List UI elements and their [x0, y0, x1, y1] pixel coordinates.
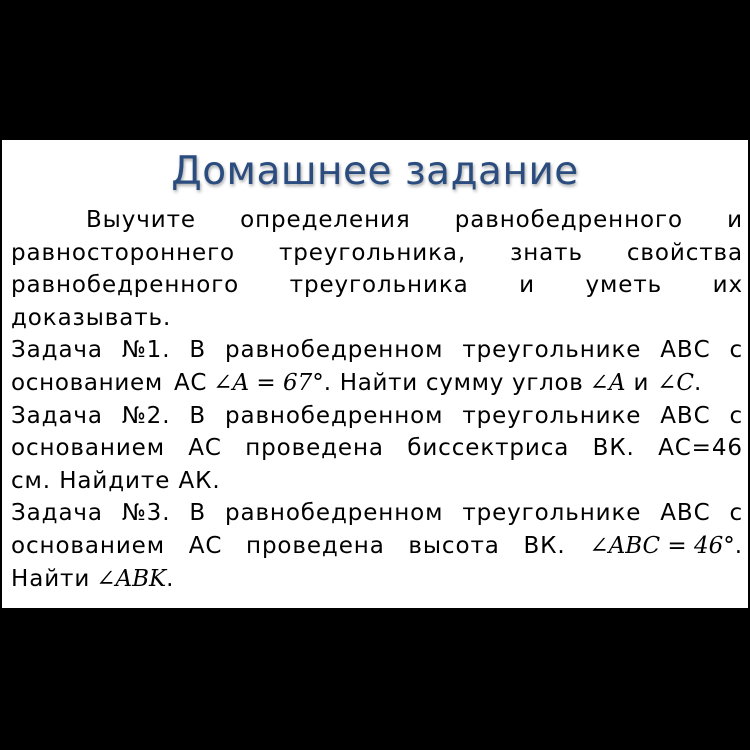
word: В	[189, 337, 207, 364]
word: проведена	[245, 435, 384, 462]
word: равностороннего	[11, 239, 236, 266]
intro-line-2	[11, 237, 743, 270]
word: АВС	[660, 500, 711, 527]
word: равнобедренном	[224, 402, 444, 429]
word: В	[189, 500, 207, 527]
task1-line-2	[11, 367, 743, 400]
word: Задача	[11, 500, 103, 527]
word: равнобедренного	[454, 207, 683, 233]
word: основанием	[11, 532, 165, 559]
slide	[2, 140, 748, 608]
math-angle-a-67: ∠A = 67°	[213, 369, 324, 396]
word: Задача	[11, 402, 103, 429]
word: их	[712, 272, 743, 299]
word: основанием	[11, 369, 163, 396]
intro-line-3	[11, 269, 743, 302]
word: .	[693, 369, 702, 396]
word: уметь	[585, 272, 663, 299]
math-group	[589, 530, 743, 563]
word: ВК.	[592, 435, 635, 462]
word: и	[633, 369, 650, 396]
word: основанием	[11, 435, 165, 462]
word: доказывать.	[11, 304, 172, 331]
word: равнобедренном	[224, 337, 444, 364]
task1-line-1	[11, 334, 743, 367]
word: свойства	[626, 239, 743, 266]
word: АВС	[660, 402, 711, 429]
word: биссектриса	[407, 435, 570, 462]
intro-line-1	[11, 204, 743, 237]
word: .	[734, 532, 743, 559]
task2-line-2	[11, 432, 743, 465]
word: равнобедренном	[224, 500, 444, 527]
math-angle-abk: ∠ABK	[96, 565, 167, 592]
word: АС	[173, 369, 208, 396]
word: проведена	[246, 532, 385, 559]
task2-line-1	[11, 400, 743, 433]
word: №3.	[121, 500, 171, 527]
word: АВС	[660, 337, 711, 364]
word: треугольника,	[278, 239, 467, 266]
word: определения	[240, 207, 411, 233]
word: треугольнике	[462, 402, 642, 429]
task3-line-3	[11, 563, 743, 596]
word: см. Найдите АК.	[11, 467, 221, 494]
math-angle-c: ∠C	[657, 369, 694, 396]
word: АС=46	[658, 435, 743, 462]
task3-line-1	[11, 497, 743, 530]
word: №1.	[121, 337, 171, 364]
word: высота	[408, 532, 500, 559]
word: с	[729, 402, 743, 429]
word: треугольнике	[462, 500, 642, 527]
word: и	[727, 207, 743, 233]
word: .	[166, 565, 175, 592]
task3-line-2	[11, 530, 743, 563]
slide-title: Домашнее задание	[171, 149, 579, 194]
word: треугольнике	[462, 337, 642, 364]
word: и	[519, 272, 535, 299]
word: треугольника	[289, 272, 469, 299]
word: АС	[188, 435, 222, 462]
sentence-text: . Найти сумму углов	[323, 369, 584, 396]
intro-line-4	[11, 302, 743, 335]
word: с	[729, 500, 743, 527]
word: №2.	[121, 402, 171, 429]
slide-body	[11, 204, 743, 595]
word: В	[189, 402, 207, 429]
math-angle-abc-46: ∠ABC = 46°	[589, 532, 735, 559]
math-angle-a: ∠A	[589, 369, 626, 396]
word: равнобедренного	[11, 272, 240, 299]
task2-line-3	[11, 465, 743, 498]
word: с	[729, 337, 743, 364]
word: ВК.	[523, 532, 566, 559]
word: Задача	[11, 337, 103, 364]
word: знать	[510, 239, 583, 266]
word: Найти	[11, 565, 91, 592]
word: АС	[188, 532, 223, 559]
word: Выучите	[86, 207, 196, 233]
